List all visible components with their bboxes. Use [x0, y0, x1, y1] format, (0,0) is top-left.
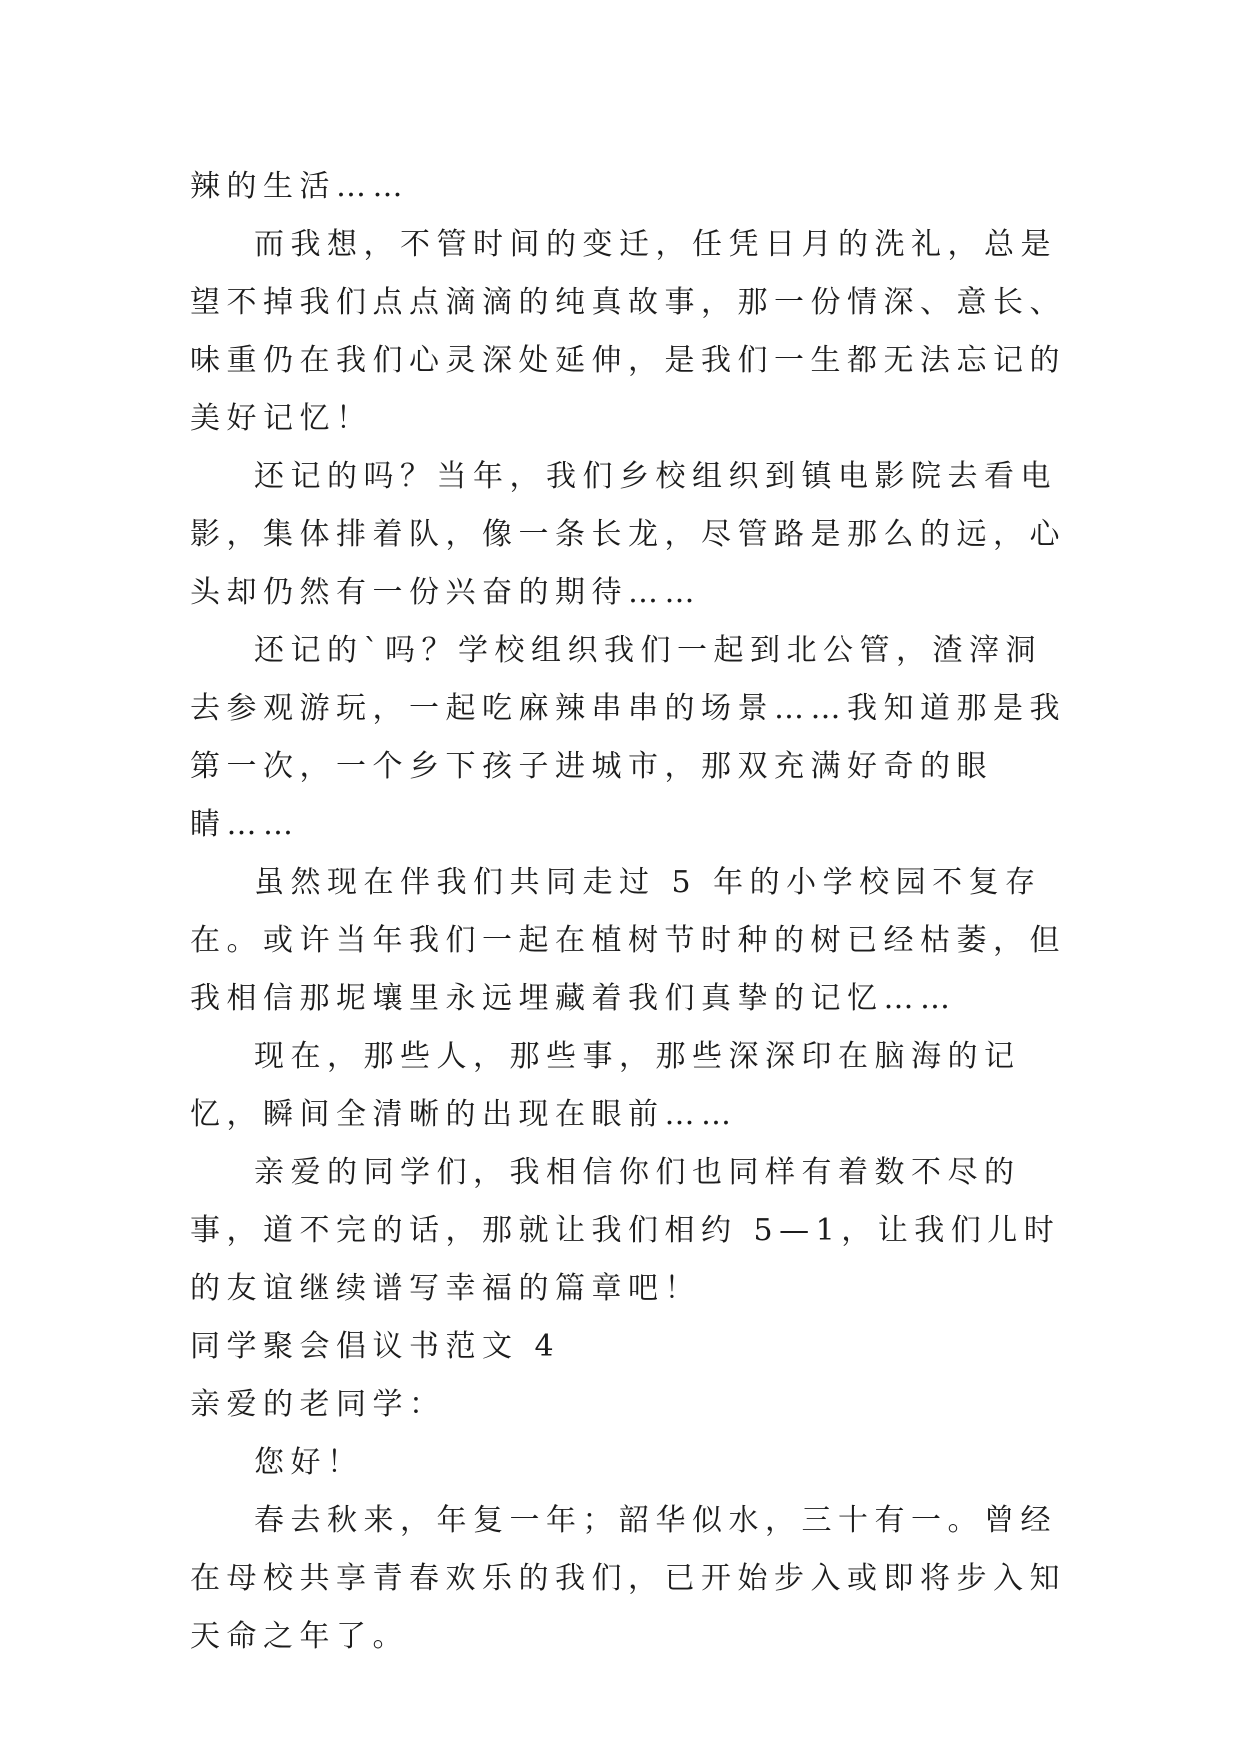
paragraph: 辣的生活…… — [190, 169, 409, 204]
paragraph: 现在，那些人，那些事，那些深深印在脑海的记忆，瞬间全清晰的出现在眼前…… — [190, 1039, 1021, 1132]
greeting: 您好！ — [254, 1445, 364, 1480]
paragraph: 亲爱的同学们，我相信你们也同样有着数不尽的事，道不完的话，那就让我们相约 5—1，让我们儿时的友谊继续谱写幸福的篇章吧！ — [190, 1155, 1061, 1306]
paragraph: 还记的吗？当年，我们乡校组织到镇电影院去看电影，集体排着队，像一条长龙，尽管路是那么的远，心头却仍然有一份兴奋的期待…… — [190, 459, 1066, 610]
paragraph: 而我想，不管时间的变迁，任凭日月的洗礼，总是望不掉我们点点滴滴的纯真故事，那一份情深、意长、味重仍在我们心灵深处延伸，是我们一生都无法忘记的美好记忆！ — [190, 227, 1066, 436]
section-heading: 同学聚会倡议书范文 4 — [190, 1329, 561, 1364]
paragraph: 还记的`吗？学校组织我们一起到北公管，渣滓洞去参观游玩，一起吃麻辣串串的场景……我知道那是我第一次，一个乡下孩子进城市，那双充满好奇的眼睛…… — [190, 633, 1066, 842]
document-body — [190, 158, 1070, 1666]
paragraph: 春去秋来，年复一年；韶华似水，三十有一。曾经在母校共享青春欢乐的我们，已开始步入或即将步入知天命之年了。 — [190, 1503, 1066, 1654]
paragraph: 虽然现在伴我们共同走过 5 年的小学校园不复存在。或许当年我们一起在植树节时种的树已经枯萎，但我相信那坭壤里永远埋藏着我们真挚的记忆…… — [190, 865, 1066, 1016]
salutation: 亲爱的老同学： — [190, 1387, 446, 1422]
